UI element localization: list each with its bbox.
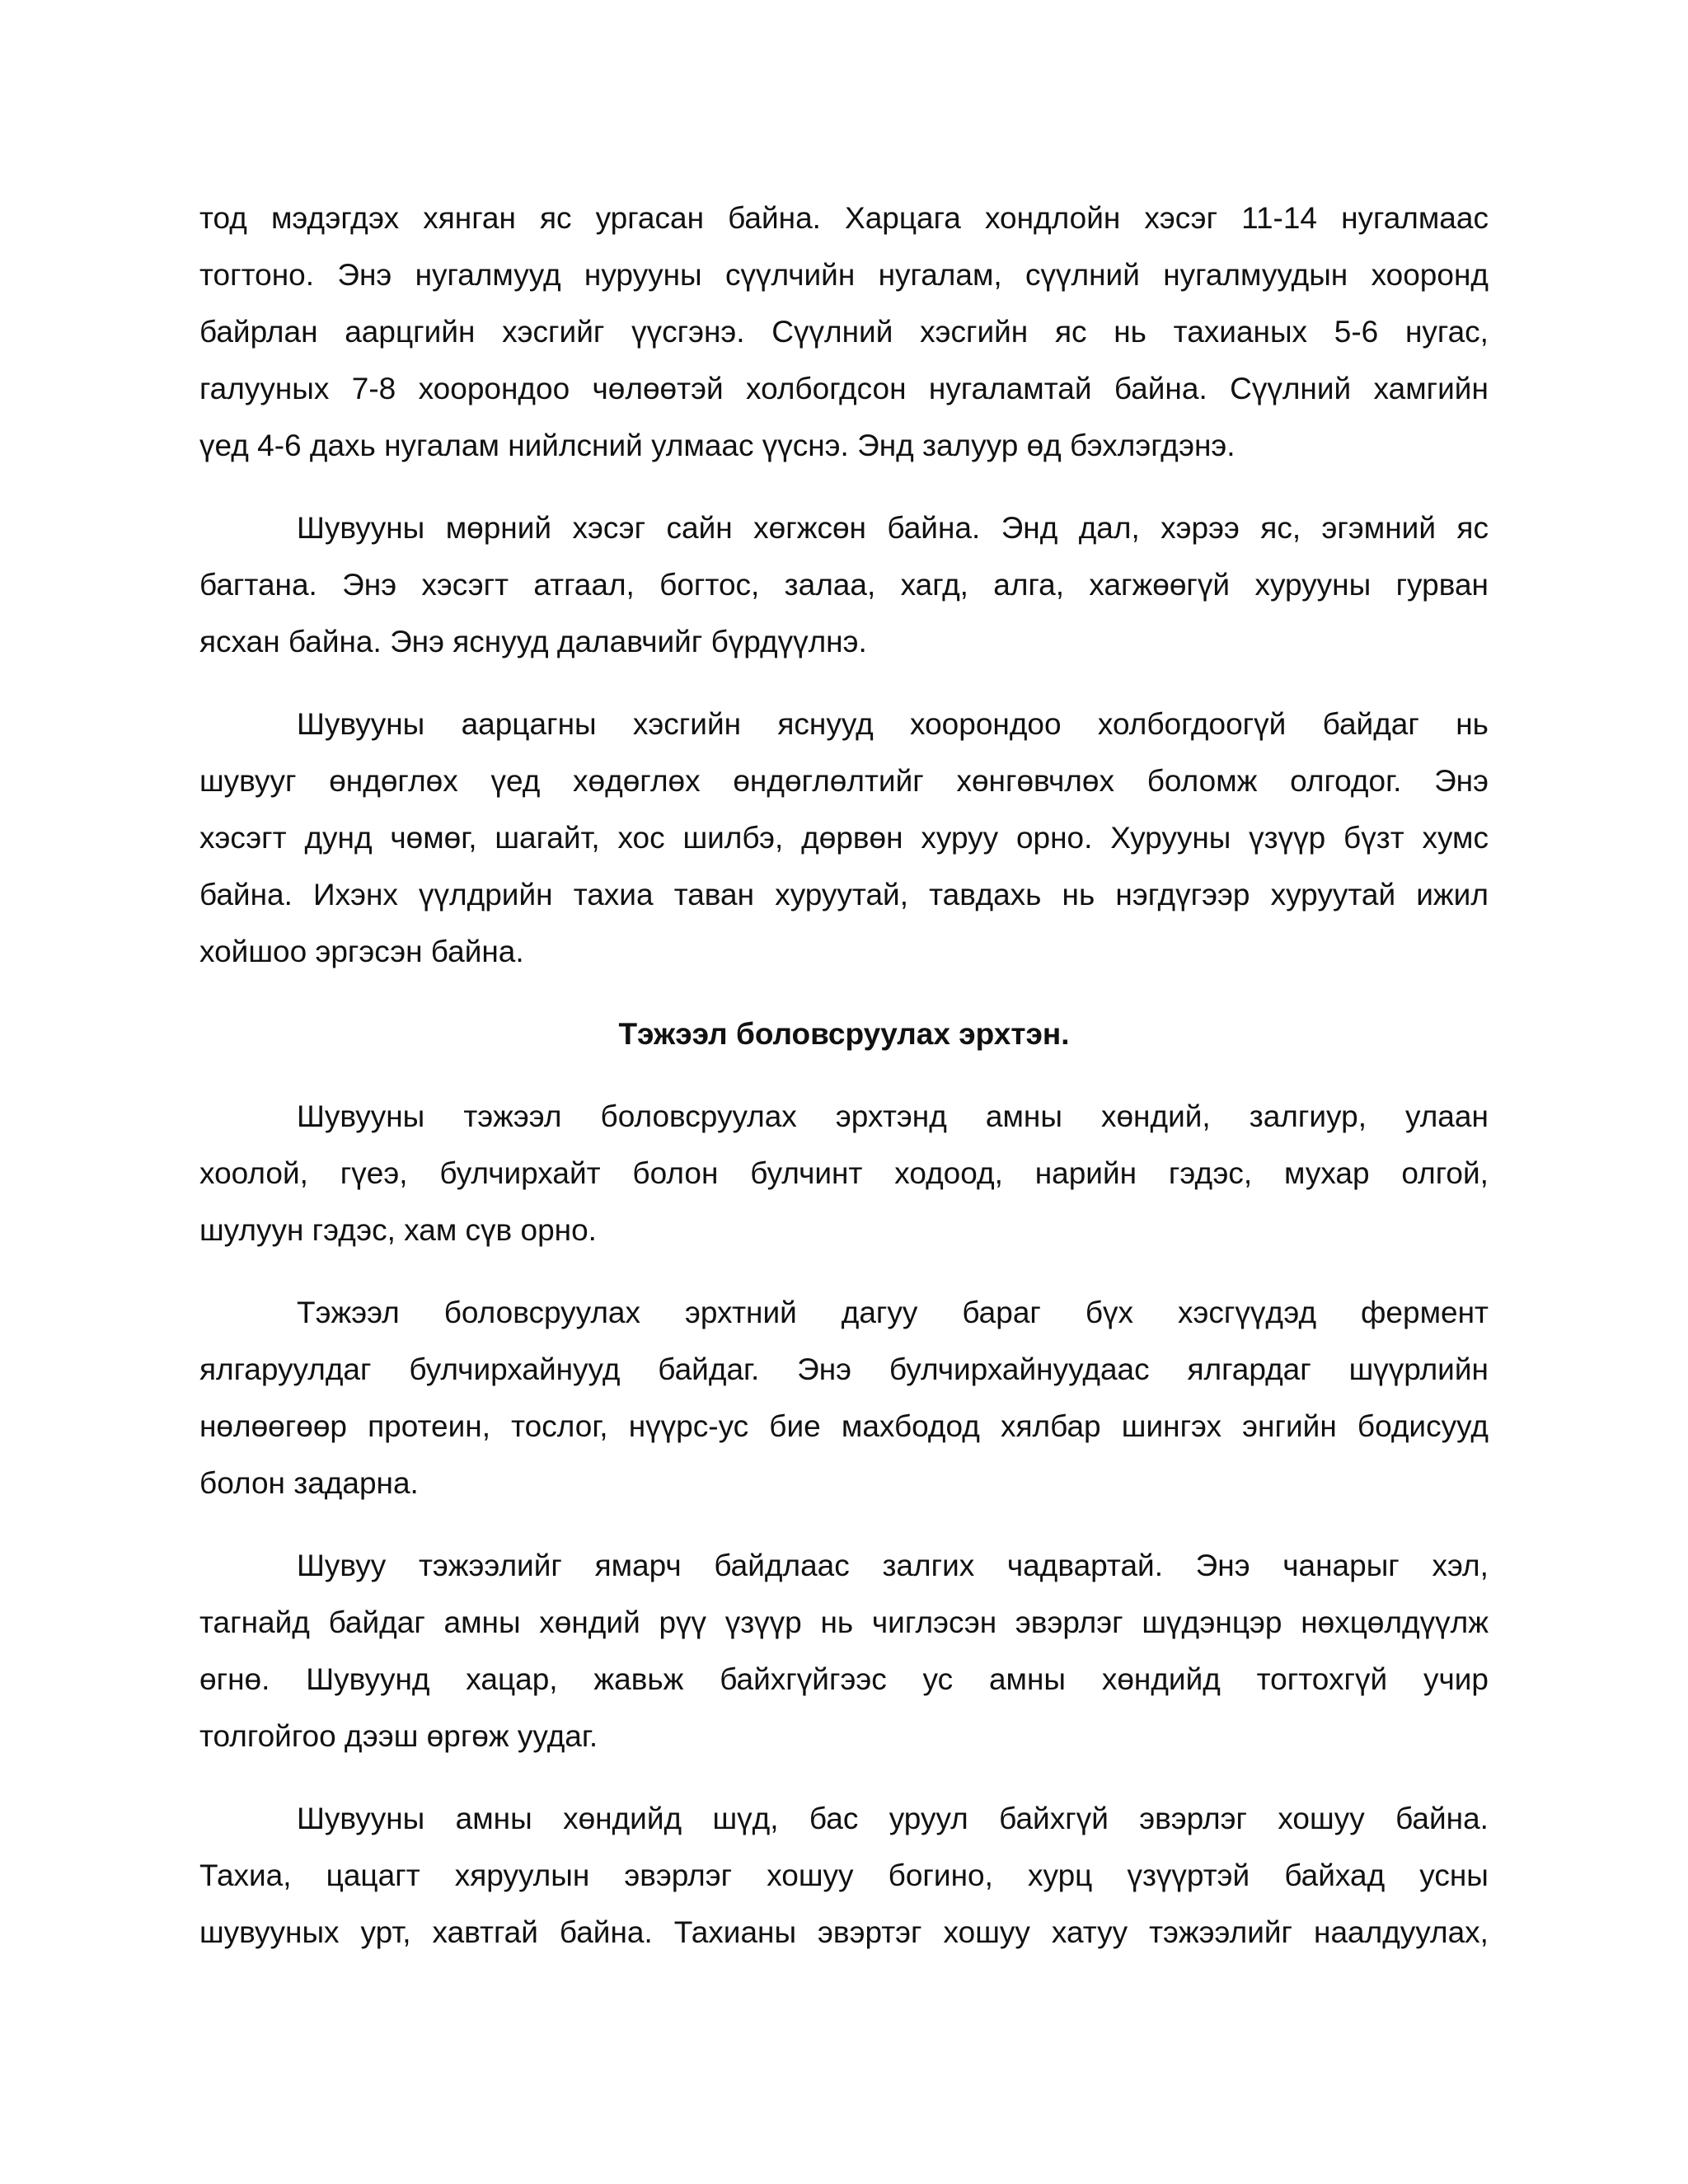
section-heading: Тэжээл боловсруулах эрхтэн. — [618, 1017, 1070, 1051]
text-line: Шувууны мөрний хэсэг сайн хөгжсөн байна. Энд дал, хэрээ яс, эгэмний яс — [297, 511, 1489, 545]
paragraph — [199, 499, 1489, 670]
text-line: Тэжээл боловсруулах эрхтний дагуу бараг бүх хэсгүүдэд фермент — [297, 1296, 1489, 1329]
text-line: болон задарна. — [199, 1466, 419, 1500]
text-line: шулуун гэдэс, хам сүв орно. — [199, 1213, 597, 1247]
paragraph-gap — [199, 1258, 1489, 1284]
paragraph-gap — [199, 1765, 1489, 1790]
paragraph-gap — [199, 980, 1489, 1005]
text-line: шувууг өндөглөх үед хөдөглөх өндөглөлтийг хөнгөвчлөх боломж олгодог. Энэ — [199, 764, 1489, 798]
paragraph-gap — [199, 670, 1489, 696]
paragraph — [199, 190, 1489, 474]
paragraph-gap — [199, 1062, 1489, 1088]
paragraph-gap — [199, 474, 1489, 499]
text-line: хэсэгт дунд чөмөг, шагайт, хос шилбэ, дөрвөн хуруу орно. Хурууны үзүүр бүзт хумс — [199, 821, 1489, 855]
text-line: багтана. Энэ хэсэгт атгаал, богтос, залаа, хагд, алга, хагжөөгүй хурууны гурван — [199, 568, 1489, 602]
text-line: толгойгоо дээш өргөж уудаг. — [199, 1719, 598, 1753]
paragraph — [199, 696, 1489, 980]
text-line: байна. Ихэнх үүлдрийн тахиа таван хуруутай, тавдахь нь нэгдүгээр хуруутай ижил — [199, 878, 1489, 912]
paragraph-gap — [199, 1511, 1489, 1537]
paragraph — [199, 1284, 1489, 1511]
paragraph — [199, 1537, 1489, 1765]
document-body — [199, 190, 1489, 1961]
text-line: Шувууны амны хөндийд шүд, бас уруул байхгүй эвэрлэг хошуу байна. — [297, 1802, 1489, 1835]
paragraph — [199, 1790, 1489, 1961]
text-line: Шувууны аарцагны хэсгийн яснууд хоорондоо холбогдоогүй байдаг нь — [297, 707, 1489, 741]
text-line: ясхан байна. Энэ яснууд далавчийг бүрдүүлнэ. — [199, 625, 867, 658]
text-line: нөлөөгөөр протеин, тослог, нүүрс-ус бие махбодод хялбар шингэх энгийн бодисууд — [199, 1409, 1489, 1443]
text-line: галууных 7-8 хоорондоо чөлөөтэй холбогдсон нугаламтай байна. Сүүлний хамгийн — [199, 372, 1489, 405]
text-line: хойшоо эргэсэн байна. — [199, 935, 524, 968]
text-line: Шувуу тэжээлийг ямарч байдлаас залгих чадвартай. Энэ чанарыг хэл, — [297, 1549, 1489, 1582]
paragraph — [199, 1088, 1489, 1258]
text-line: Шувууны тэжээл боловсруулах эрхтэнд амны хөндий, залгиур, улаан — [297, 1099, 1489, 1133]
text-line: тогтоно. Энэ нугалмууд нурууны сүүлчийн нугалам, сүүлний нугалмуудын хооронд — [199, 258, 1489, 292]
text-line: үед 4-6 дахь нугалам нийлсний улмаас үүснэ. Энд залуур өд бэхлэгдэнэ. — [199, 429, 1236, 462]
text-line: тагнайд байдаг амны хөндий рүү үзүүр нь чиглэсэн эвэрлэг шүдэнцэр нөхцөлдүүлж — [199, 1605, 1489, 1639]
text-line: шувууных урт, хавтгай байна. Тахианы эвэртэг хошуу хатуу тэжээлийг наалдуулах, — [199, 1915, 1489, 1949]
text-line: байрлан аарцгийн хэсгийг үүсгэнэ. Сүүлний хэсгийн яс нь тахианых 5-6 нугас, — [199, 315, 1489, 349]
text-line: Тахиа, цацагт хяруулын эвэрлэг хошуу богино, хурц үзүүртэй байхад усны — [199, 1858, 1489, 1892]
text-line: өгнө. Шувуунд хацар, жавьж байхгүйгээс ус амны хөндийд тогтохгүй учир — [199, 1662, 1489, 1696]
text-line: хоолой, гүеэ, булчирхайт болон булчинт ходоод, нарийн гэдэс, мухар олгой, — [199, 1156, 1489, 1190]
text-line: тод мэдэгдэх хянган яс ургасан байна. Харцага хондлойн хэсэг 11-14 нугалмаас — [199, 201, 1489, 235]
text-line: ялгаруулдаг булчирхайнууд байдаг. Энэ булчирхайнуудаас ялгардаг шүүрлийн — [199, 1352, 1489, 1386]
